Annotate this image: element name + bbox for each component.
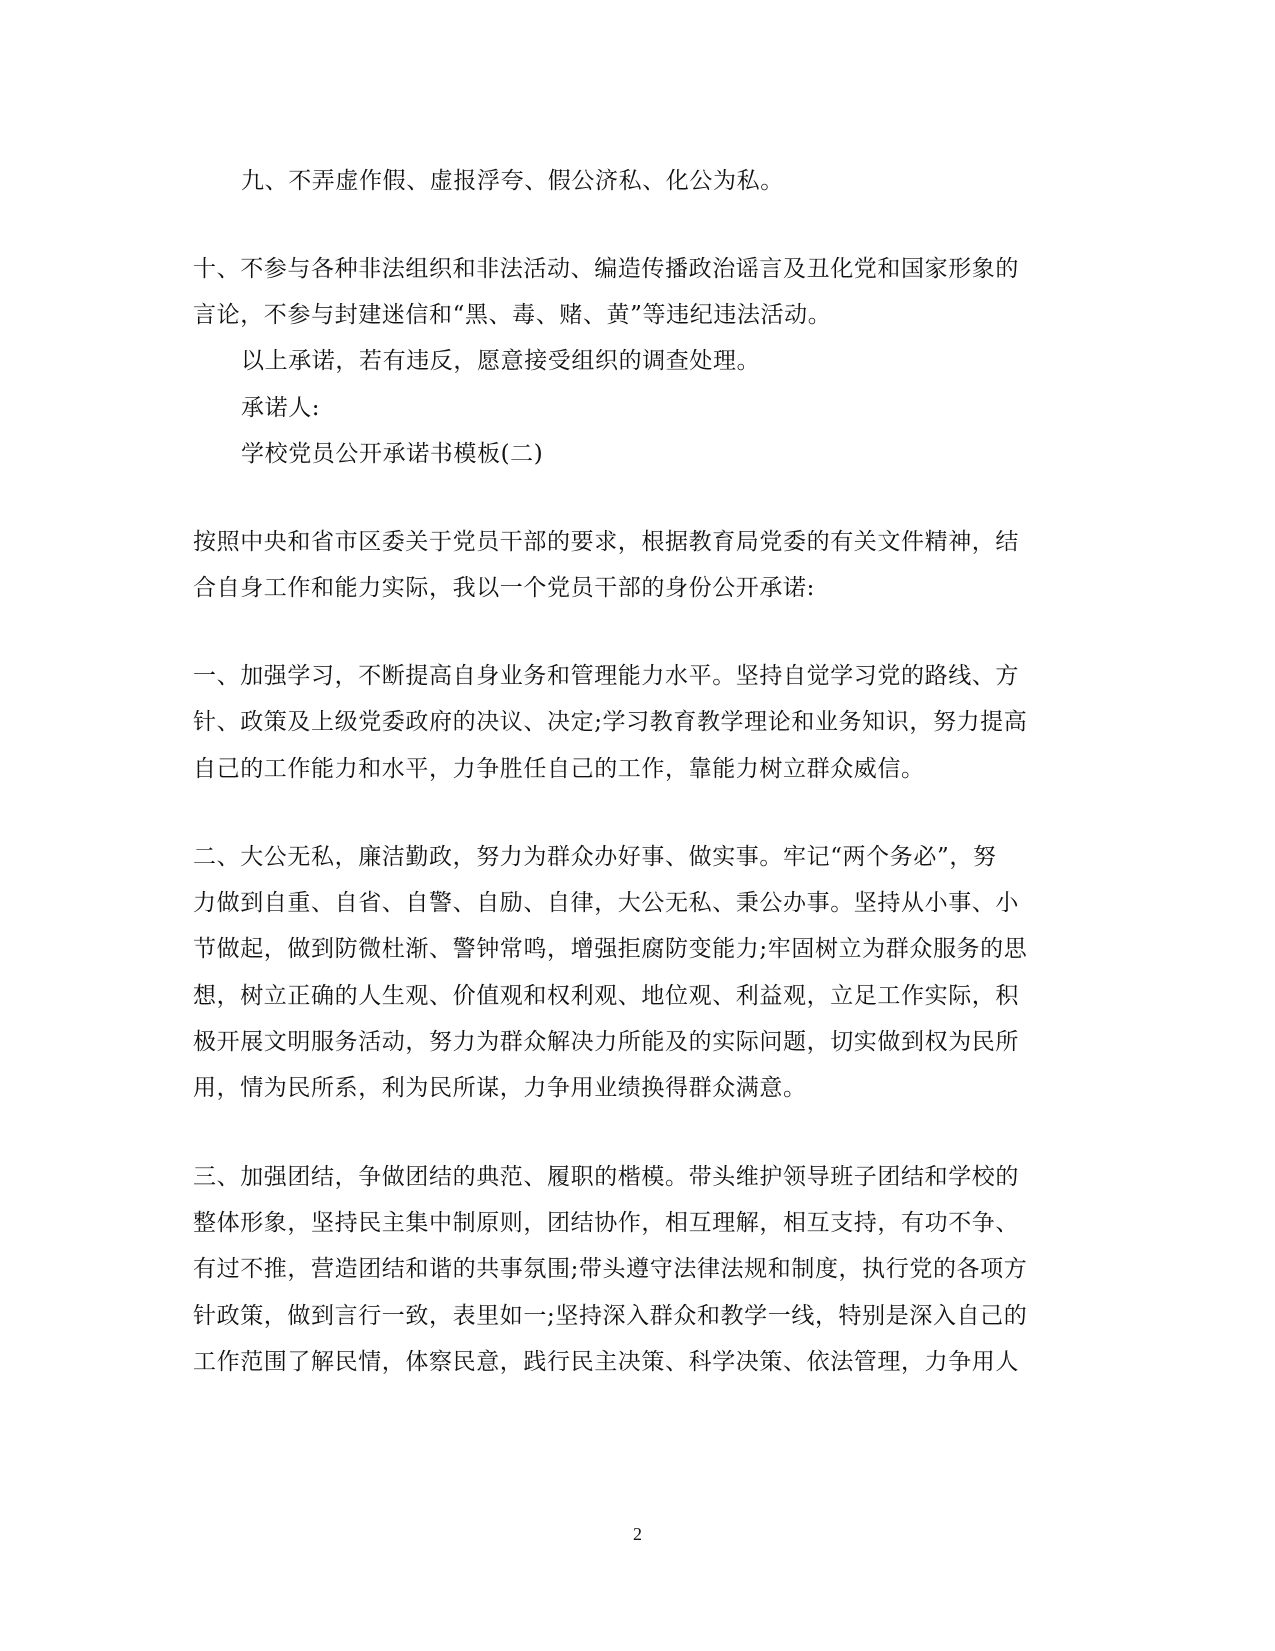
text-line-item-9: 九、不弄虚作假、虚报浮夸、假公济私、化公为私。 — [241, 168, 784, 194]
text-line: 力做到自重、自省、自警、自励、自律，大公无私、秉公办事。坚持从小事、小 — [193, 890, 1019, 916]
text-line-item-1: 一、加强学习，不断提高自身业务和管理能力水平。坚持自觉学习党的路线、方 — [193, 663, 1019, 689]
text-line: 想，树立正确的人生观、价值观和权利观、地位观、利益观，立足工作实际，积 — [193, 983, 1019, 1009]
text-line-intro: 按照中央和省市区委关于党员干部的要求，根据教育局党委的有关文件精神，结 — [193, 529, 1019, 555]
text-line-item-3: 三、加强团结，争做团结的典范、履职的楷模。带头维护领导班子团结和学校的 — [193, 1164, 1019, 1190]
page-number: 2 — [633, 1524, 642, 1544]
text-line-pledger: 承诺人: — [241, 395, 321, 421]
text-line: 针、政策及上级党委政府的决议、决定;学习教育教学理论和业务知识，努力提高 — [193, 709, 1028, 735]
text-line: 用，情为民所系，利为民所谋，力争用业绩换得群众满意。 — [193, 1075, 807, 1101]
text-line: 合自身工作和能力实际，我以一个党员干部的身份公开承诺: — [193, 575, 815, 601]
text-line: 整体形象，坚持民主集中制原则，团结协作，相互理解，相互支持，有功不争、 — [193, 1210, 1019, 1236]
text-line: 有过不推，营造团结和谐的共事氛围;带头遵守法律法规和制度，执行党的各项方 — [193, 1256, 1028, 1282]
text-line: 针政策，做到言行一致，表里如一;坚持深入群众和教学一线，特别是深入自己的 — [193, 1303, 1028, 1329]
text-line: 自己的工作能力和水平，力争胜任自己的工作，靠能力树立群众威信。 — [193, 756, 925, 782]
text-line: 言论，不参与封建迷信和“黑、毒、赌、黄”等违纪违法活动。 — [193, 302, 832, 328]
text-line-item-2: 二、大公无私，廉洁勤政，努力为群众办好事、做实事。牢记“两个务必”，努 — [193, 844, 997, 870]
text-line: 工作范围了解民情，体察民意，践行民主决策、科学决策、依法管理，力争用人 — [193, 1349, 1019, 1375]
text-line-item-10: 十、不参与各种非法组织和非法活动、编造传播政治谣言及丑化党和国家形象的 — [193, 256, 1019, 282]
section-title: 学校党员公开承诺书模板(二) — [241, 441, 544, 467]
text-line: 节做起，做到防微杜渐、警钟常鸣，增强拒腐防变能力;牢固树立为群众服务的思 — [193, 936, 1028, 962]
text-line-pledge-statement: 以上承诺，若有违反，愿意接受组织的调查处理。 — [241, 348, 761, 374]
text-line: 极开展文明服务活动，努力为群众解决力所能及的实际问题，切实做到权为民所 — [193, 1029, 1019, 1055]
